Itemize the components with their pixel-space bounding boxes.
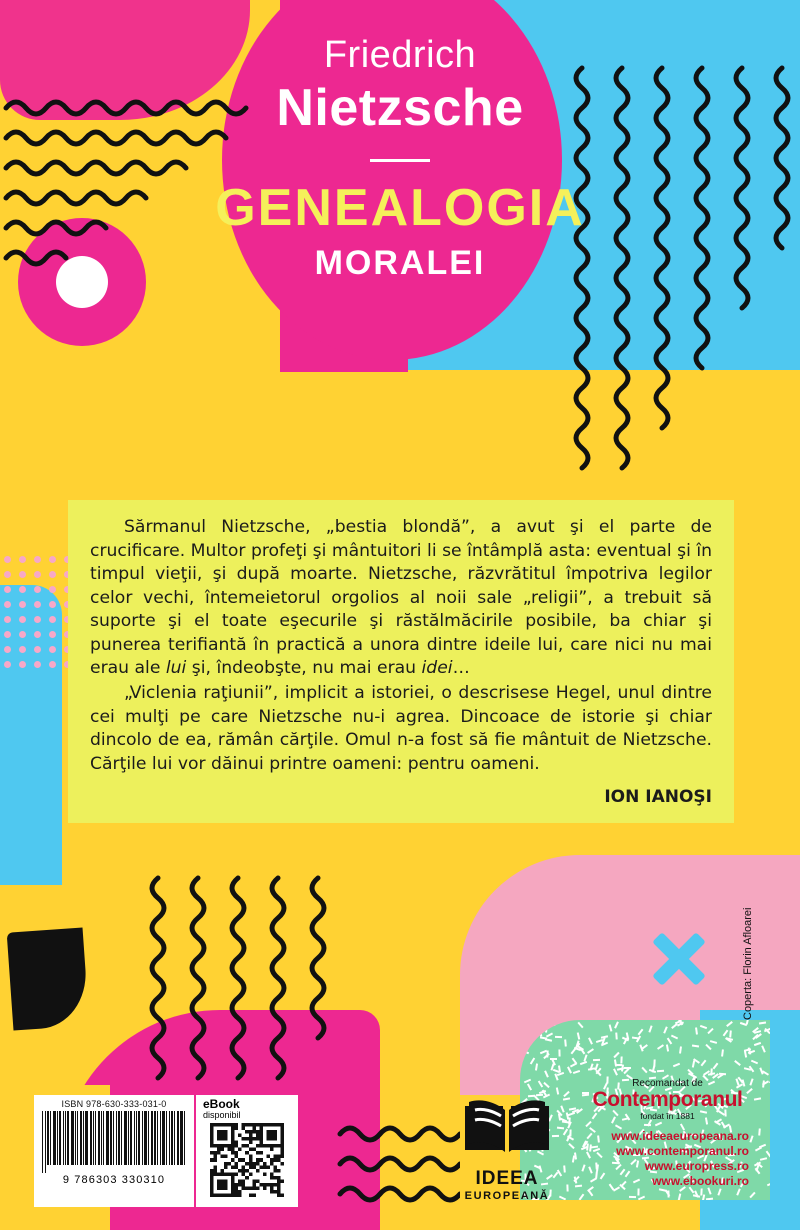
website-link[interactable]: www.europress.ro [644,1159,749,1173]
author-first-name: Friedrich [323,34,477,76]
ebook-label [199,1098,295,1121]
publisher-subname: EUROPEANĂ [464,1190,550,1202]
blurb-panel [68,500,734,823]
publisher-logo [452,1100,562,1202]
isbn-digits: 9 786303 330310 [62,1174,166,1186]
blurb-paragraph-1 [90,516,712,681]
blurb-p1-part-c: … [452,658,470,679]
author-last-name: Nietzsche [276,78,524,137]
blurb-p1-italic-1: lui [165,658,187,679]
cover-credit: Coperta: Florin Afloarei [742,907,754,1020]
barcode-image [40,1111,188,1173]
recommendation-label: Recomandat de [632,1078,703,1089]
ebook-label-line2: disponibil [203,1110,241,1121]
book-subtitle: MORALEI [314,244,486,283]
publisher-name: IDEEA [475,1168,539,1189]
isbn-barcode-box [34,1095,194,1207]
title-block [180,36,620,283]
recommendation-founded: fondat în 1881 [640,1111,695,1121]
ebook-label-line1: eBook [203,1097,240,1111]
website-list [580,1129,755,1189]
title-divider [370,159,430,162]
blurb-signature: ION IANOŞI [604,787,712,808]
website-link[interactable]: www.contemporanul.ro [616,1144,749,1158]
isbn-label: ISBN 978-630-333-031-0 [61,1099,167,1109]
ebook-qr-box [196,1095,298,1207]
open-book-icon [465,1100,549,1160]
recommendation-brand: Contemporanul [592,1088,743,1111]
website-link[interactable]: www.ideeaeuropeana.ro [611,1129,749,1143]
recommendation-block [580,1078,755,1189]
background-pink-dot [18,218,146,346]
cross-icon [648,928,710,990]
blurb-paragraph-2: „Viclenia raţiunii”, implicit a istoriei, o descrisese Hegel, unul dintre cei mulţi pe care Nietzsche nu-i agrea. Dincoace de istorie şi chiar dincolo de ea, rămân cărţile. Omul n-a fost să fie mântuit de Nietzsche. Cărţile lui vor dăinui printre oameni: pentru oameni. [90,682,712,774]
background-black-wedge [7,927,90,1030]
blurb-p1-part-a: Sărmanul Nietzsche, „bestia blondă”, a avut şi el parte de crucificare. Multor profeţi şi mântuitori li se întâmplă asta: eventual şi în timpul vieţii, şi după moarte. Nietzsche, răzvrătitul împotriva legilor celor vechi, întemeietorul orgolios al noii sale „religii”, a trebuit să suporte şi el toate eşecurile şi răstălmăcirile posibile, ba chiar şi punerea terifiantă în practică a unora dintre ideile lui, care nici nu mai erau ale [90,517,712,679]
website-link[interactable]: www.ebookuri.ro [652,1174,749,1188]
blurb-p1-italic-2: idei [421,658,453,679]
qr-code-image [210,1123,284,1197]
blurb-p1-part-b: şi, îndeobşte, nu mai erau [186,658,422,679]
book-title: GENEALOGIA [215,179,585,238]
